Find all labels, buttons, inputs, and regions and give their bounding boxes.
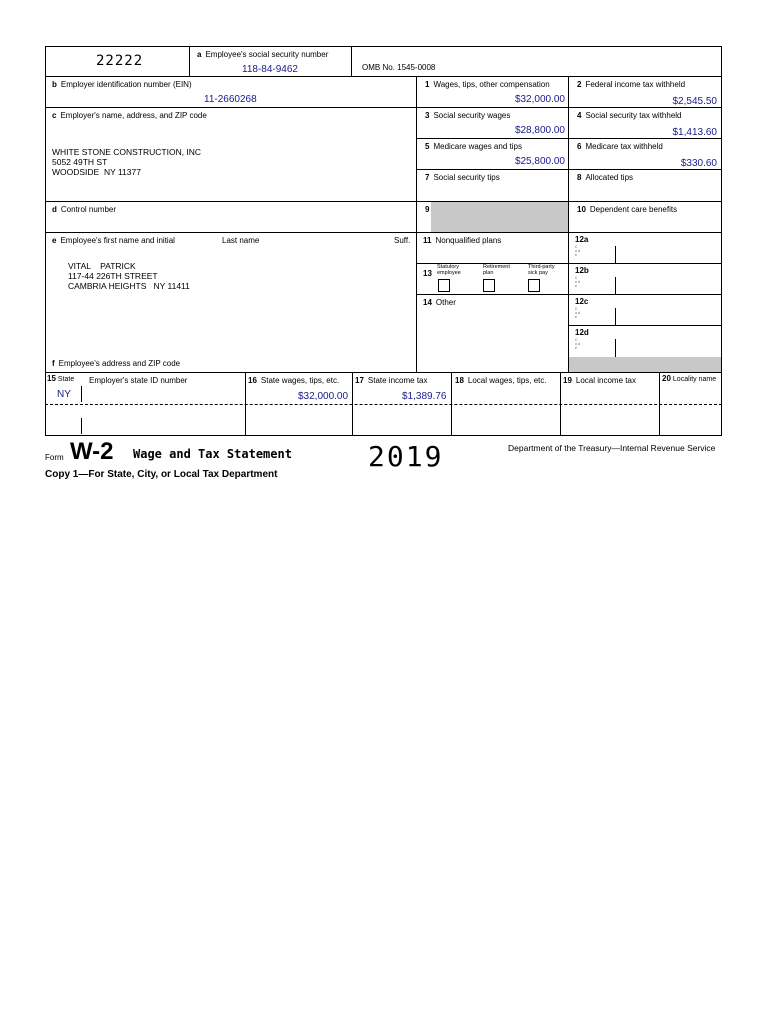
box-18-label: Local wages, tips, etc.	[467, 376, 547, 385]
employer-ein: 11-2660268	[204, 94, 257, 105]
box-1	[417, 77, 569, 108]
form-title: Wage and Tax Statement	[133, 447, 292, 461]
box-b	[45, 77, 417, 108]
form-word: Form	[45, 453, 64, 462]
box-d	[45, 202, 417, 233]
employee-name: VITAL PATRICK	[68, 261, 136, 271]
box-12a-code-label: C o d e	[575, 245, 580, 257]
box-3-value: $28,800.00	[514, 125, 565, 136]
box-11-label: Nonqualified plans	[435, 236, 502, 245]
state-value: NY	[57, 389, 71, 400]
box-16-num: 16	[248, 376, 257, 385]
box-12d-num: 12d	[575, 328, 589, 337]
copy-designation: Copy 1—For State, City, or Local Tax Department	[45, 469, 278, 480]
box-e-label: Employee's first name and initial	[60, 236, 175, 245]
box-c	[45, 108, 417, 202]
box-12c-code-label: C o d e	[575, 307, 580, 319]
box-10	[569, 202, 722, 233]
control-code-box	[45, 46, 190, 77]
box-19-num: 19	[563, 376, 572, 385]
employee-street: 117-44 226TH STREET	[68, 271, 158, 281]
box-15-label: State	[57, 376, 75, 383]
box-7	[417, 170, 569, 202]
box-8-label: Allocated tips	[585, 173, 634, 182]
suffix-label: Suff.	[394, 236, 411, 245]
box-5-label: Medicare wages and tips	[433, 142, 522, 151]
box-3	[417, 108, 569, 139]
box-2-label: Federal income tax withheld	[585, 80, 686, 89]
box-5-num: 5	[425, 142, 430, 151]
box-f-label: Employee's address and ZIP code	[58, 359, 181, 368]
box-11	[417, 233, 569, 264]
box-1-num: 1	[425, 80, 430, 89]
box-16-label: State wages, tips, etc.	[260, 376, 340, 385]
box-12-shading	[569, 357, 722, 372]
box-e	[45, 233, 417, 372]
box-4-label: Social security tax withheld	[585, 111, 682, 120]
box-15-num: 15	[47, 374, 56, 383]
box-5	[417, 139, 569, 170]
box-10-label: Dependent care benefits	[589, 205, 678, 214]
box-5-value: $25,800.00	[514, 156, 565, 167]
box-12d	[569, 326, 722, 357]
box-1-value: $32,000.00	[514, 94, 565, 105]
box-12a	[569, 233, 722, 264]
box-f-letter: f	[52, 359, 55, 368]
last-name-label: Last name	[222, 236, 260, 245]
third-party-sick-pay-checkbox[interactable]	[528, 279, 540, 292]
box-12c	[569, 295, 722, 326]
box-12b-num: 12b	[575, 266, 589, 275]
box-2	[569, 77, 722, 108]
irs-department: Department of the Treasury—Internal Revenue Service	[508, 443, 716, 453]
box-d-letter: d	[52, 205, 57, 214]
box-8-num: 8	[577, 173, 582, 182]
employee-city: CAMBRIA HEIGHTS NY 11411	[68, 281, 190, 291]
control-code: 22222	[96, 53, 144, 69]
box-12d-divider	[615, 339, 616, 357]
box-4-value: $1,413.60	[672, 127, 717, 138]
retirement-label: Retirement plan	[483, 264, 510, 276]
box-4	[569, 108, 722, 139]
box-16-value: $32,000.00	[298, 391, 349, 402]
box-13	[417, 264, 569, 295]
box-8	[569, 170, 722, 202]
box-b-letter: b	[52, 80, 57, 89]
omb-number: OMB No. 1545-0008	[362, 63, 436, 72]
box-12a-divider	[615, 246, 616, 264]
box-a-label: Employee's social security number	[205, 50, 329, 59]
state-id-label: Employer's state ID number	[89, 376, 188, 385]
box-12b-code-label: C o d e	[575, 276, 580, 288]
box-2-num: 2	[577, 80, 582, 89]
box-14	[417, 295, 569, 372]
box-12c-num: 12c	[575, 297, 589, 306]
box-12d-code-label: C o d e	[575, 338, 580, 350]
box-c-letter: c	[52, 111, 57, 120]
box-d-label: Control number	[60, 205, 117, 214]
box-7-num: 7	[425, 173, 430, 182]
box-10-num: 10	[577, 205, 586, 214]
employer-street: 5052 49TH ST	[52, 157, 108, 167]
statutory-label: Statutory employee	[437, 264, 461, 276]
box-9-shading	[431, 202, 568, 232]
state-id-divider-2	[81, 418, 82, 434]
box-9	[417, 202, 569, 233]
retirement-plan-checkbox[interactable]	[483, 279, 495, 292]
box-7-label: Social security tips	[433, 173, 500, 182]
state-row-dashed-line	[45, 404, 722, 405]
box-12c-divider	[615, 308, 616, 326]
box-18-num: 18	[455, 376, 464, 385]
state-id-divider	[81, 386, 82, 402]
box-12a-num: 12a	[575, 235, 589, 244]
box-a-letter: a	[197, 50, 202, 59]
employee-ssn: 118-84-9462	[242, 64, 298, 75]
box-a	[190, 46, 352, 77]
box-6-value: $330.60	[680, 158, 717, 169]
box-e-letter: e	[52, 236, 57, 245]
sickpay-label: Third-party sick pay	[528, 264, 555, 276]
box-3-label: Social security wages	[433, 111, 511, 120]
box-14-label: Other	[435, 298, 456, 307]
box-17-value: $1,389.76	[402, 391, 447, 402]
box-1-label: Wages, tips, other compensation	[433, 80, 550, 89]
box-b-label: Employer identification number (EIN)	[60, 80, 192, 89]
box-20-label: Locality name	[672, 376, 717, 383]
form-name: W-2	[70, 438, 114, 465]
box-13-num: 13	[423, 269, 432, 278]
box-17-label: State income tax	[367, 376, 428, 385]
box-11-num: 11	[423, 236, 432, 245]
box-20-num: 20	[662, 374, 671, 383]
box-17-num: 17	[355, 376, 364, 385]
box-9-num: 9	[425, 205, 430, 214]
box-12b-divider	[615, 277, 616, 295]
employer-name: WHITE STONE CONSTRUCTION, INC	[52, 147, 202, 157]
statutory-employee-checkbox[interactable]	[438, 279, 450, 292]
box-3-num: 3	[425, 111, 430, 120]
box-2-value: $2,545.50	[672, 96, 717, 107]
omb-box	[352, 46, 722, 77]
box-6-num: 6	[577, 142, 582, 151]
box-4-num: 4	[577, 111, 582, 120]
box-12b	[569, 264, 722, 295]
employer-city: WOODSIDE NY 11377	[52, 167, 141, 177]
box-c-label: Employer's name, address, and ZIP code	[60, 111, 207, 120]
box-6	[569, 139, 722, 170]
box-14-num: 14	[423, 298, 432, 307]
w2-form	[45, 46, 722, 436]
box-6-label: Medicare tax withheld	[585, 142, 663, 151]
form-year: 2019	[368, 440, 444, 473]
box-19-label: Local income tax	[575, 376, 636, 385]
